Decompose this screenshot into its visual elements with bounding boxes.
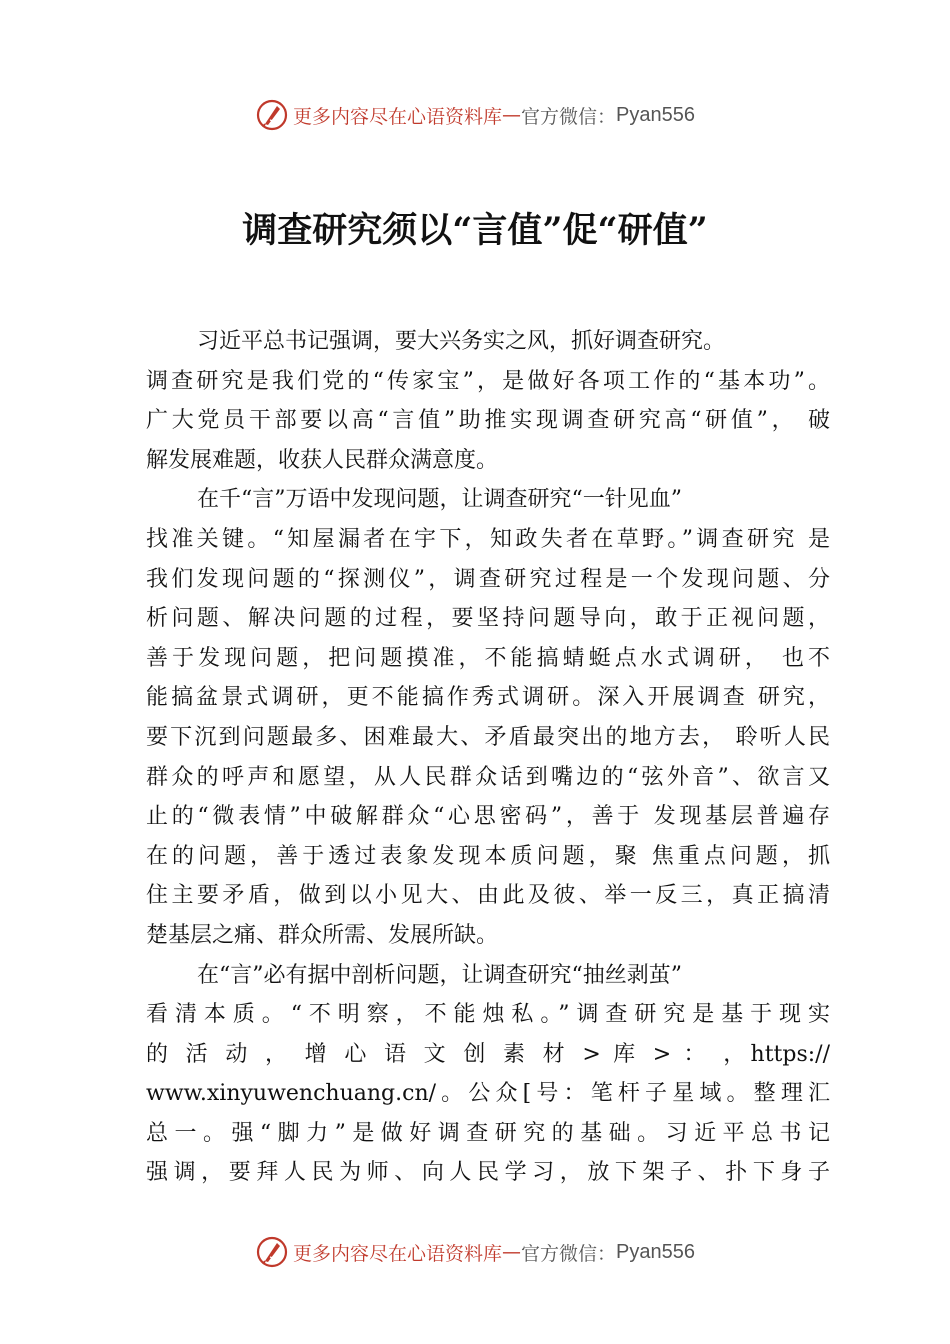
paragraph-line: 总一。强“脚力”是做好调查研究的基础。习近平总书记	[146, 1120, 830, 1146]
paragraph-line: 强调，要拜人民为师、向人民学习，放下架子、扑下身子	[146, 1160, 830, 1186]
paragraph-line: 在“言”必有据中剖析问题，让调查研究“抽丝剥茧”	[197, 962, 682, 988]
document-body	[146, 322, 830, 1193]
paragraph-line: 楚基层之痛、群众所需、发展所缺。	[146, 922, 499, 948]
banner-wechat-id: Pyan556	[616, 1240, 695, 1263]
banner-site-text: 更多内容尽在心语资料库	[293, 1242, 503, 1265]
paragraph-line: 在千“言”万语中发现问题，让调查研究“一针见血”	[197, 487, 682, 513]
paragraph-line: 能搞盆景式调研，更不能搞作秀式调研。深入开展调查 研究，	[146, 685, 830, 711]
paragraph-line: 解发展难题，收获人民群众满意度。	[146, 447, 499, 473]
quill-pen-circle-logo-icon	[255, 98, 289, 132]
watermark-banner-top	[0, 95, 950, 135]
paragraph-line: 调查研究是我们党的“传家宝”，是做好各项工作的“基本功”。	[146, 368, 830, 394]
paragraph-line: 要下沉到问题最多、困难最大、矛盾最突出的地方去， 聆听人民	[146, 724, 830, 750]
watermark-banner-bottom	[0, 1232, 950, 1272]
paragraph-line: 群众的呼声和愿望，从人民群众话到嘴边的“弦外音”、欲言又	[146, 764, 830, 790]
paragraph-line: 找准关键。“知屋漏者在宇下，知政失者在草野。”调查研究 是	[146, 526, 830, 552]
paragraph-line: 住主要矛盾，做到以小见大、由此及彼、举一反三，真正搞清	[146, 883, 830, 909]
paragraph-line: 止的“微表情”中破解群众“心思密码”，善于 发现基层普遍存	[146, 804, 830, 830]
document-title: 调查研究须以“言值”促“研值”	[242, 210, 708, 251]
paragraph-line: 析问题、解决问题的过程，要坚持问题导向，敢于正视问题，	[146, 606, 830, 632]
banner-wechat-id: Pyan556	[616, 103, 695, 126]
banner-separator: —	[502, 104, 522, 126]
banner-wechat-label: 官方微信：	[521, 1242, 617, 1265]
banner-separator: —	[502, 1241, 522, 1263]
banner-wechat-label: 官方微信：	[521, 105, 617, 128]
quill-pen-circle-logo-icon	[255, 1235, 289, 1269]
paragraph-line: 广大党员干部要以高“言值”助推实现调查研究高“研值”， 破	[146, 408, 830, 434]
paragraph-line: 在的问题，善于透过表象发现本质问题，聚 焦重点问题，抓	[146, 843, 830, 869]
paragraph-line: 的 活 动 ， 增 心 语 文 创 素 材 > 库 > ： ，https://	[146, 1041, 830, 1067]
paragraph-line: www.xinyuwenchuang.cn/。公众[号：笔杆子星域。整理汇	[146, 1081, 830, 1107]
paragraph-line: 善于发现问题，把问题摸准，不能搞蜻蜓点水式调研， 也不	[146, 645, 830, 671]
banner-site-text: 更多内容尽在心语资料库	[293, 105, 503, 128]
paragraph-line: 看清本质。“不明察，不能烛私。”调查研究是基于现实	[146, 1002, 830, 1028]
paragraph-line: 习近平总书记强调，要大兴务实之风，抓好调查研究。	[197, 329, 726, 354]
paragraph-line: 我们发现问题的“探测仪”，调查研究过程是一个发现问题、分	[146, 566, 830, 592]
